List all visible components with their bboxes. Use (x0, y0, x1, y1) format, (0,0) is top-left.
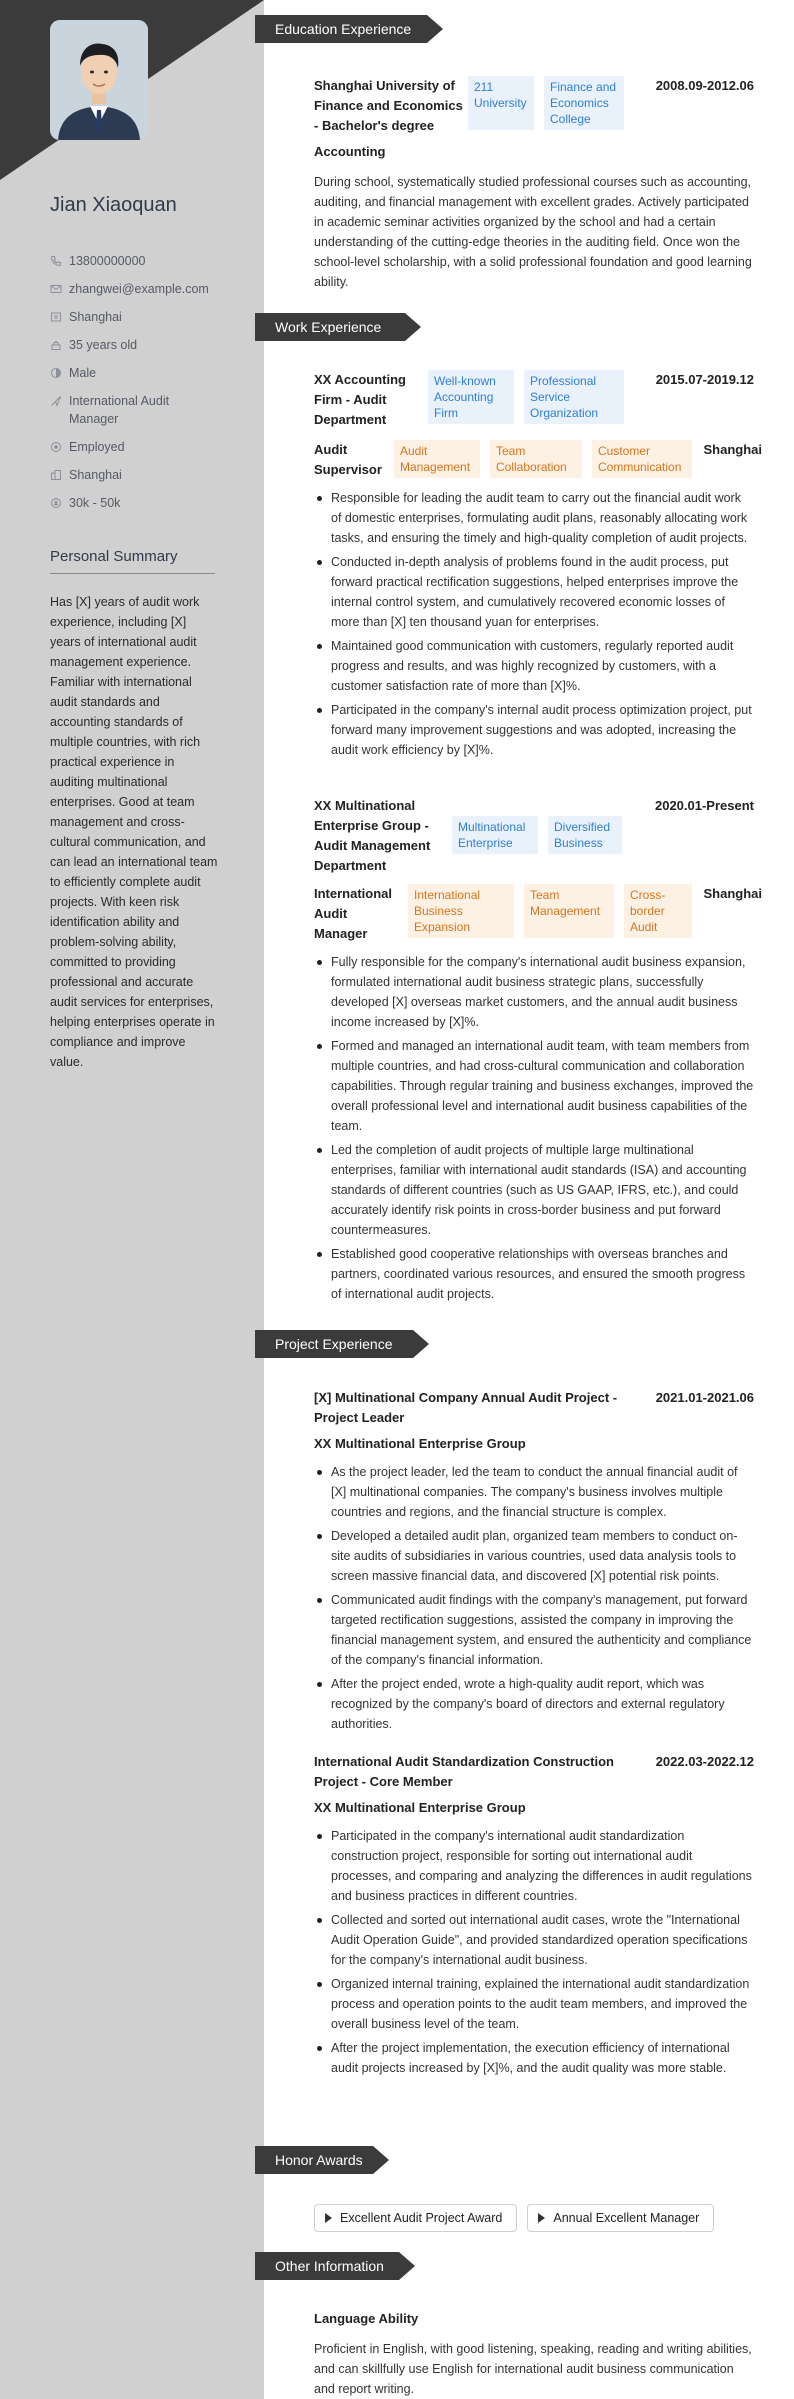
responsibility-item: Conducted in-depth analysis of problems found in the audit process, put forward practical rectification suggestions, helped enterprises improve the internal control system, and cumulatively recovered economic losses of more than [X] ten thousand yuan for enterprises. (314, 552, 754, 632)
contact-text: 30k - 50k (69, 496, 121, 510)
project-task-item: Collected and sorted out international audit cases, wrote the "International Audit Operation Guide", and provided standardized operation specifications for the company's international audit business. (314, 1910, 754, 1970)
responsibility-item: Established good cooperative relationships with overseas branches and partners, coordinated various resources, and ensured the smooth progress of international audit projects. (314, 1244, 754, 1304)
school-name: Shanghai University of Finance and Economics - Bachelor's degree (314, 78, 463, 133)
skill-tag: Team Collaboration (490, 440, 582, 478)
company-tag: Diversified Business (548, 816, 622, 854)
responsibility-item: Led the completion of audit projects of multiple large multinational enterprises, familiar with international audit standards (ISA) and accounting standards of different countries (such as US GAAP, IFRS, etc.), and could accurately identify risk points in cross-border business and put forward countermeasures. (314, 1140, 754, 1240)
honor-award-item (314, 2204, 517, 2232)
gender-icon (50, 367, 62, 379)
section-title: Project Experience (255, 1330, 413, 1358)
project-title: International Audit Standardization Construction Project - Core Member (314, 1754, 614, 1789)
honor-list (314, 2204, 714, 2232)
education-date: 2008.09-2012.06 (655, 78, 754, 93)
other-info-text: Proficient in English, with good listening, speaking, reading and writing abilities, and can skillfully use English for international audit business communication and report writing. (314, 2342, 752, 2396)
candidate-name: Jian Xiaoquan (50, 194, 177, 216)
play-triangle-icon (538, 2213, 545, 2223)
project-task-item: Participated in the company's international audit standardization construction project, responsible for sorting out international audit processes, and comparing and analyzing the differences in audit regulations and business practices in different countries. (314, 1826, 754, 1906)
other-info-title: Language Ability (314, 2311, 419, 2326)
contact-text: zhangwei@example.com (69, 282, 209, 296)
summary-text: Has [X] years of audit work experience, including [X] years of international audit management experience. Familiar with international audit standards and accounting standards of multiple countries, with rich practical experience in auditing multinational enterprises. Good at team management and cross-cultural communication, and can lead an international team to efficiently complete audit projects. With keen risk identification ability and problem-solving ability, committed to providing professional and accurate audit services for enterprises, helping enterprises operate in compliance and improve value. (50, 595, 218, 1069)
contact-location (50, 308, 215, 326)
section-header-arrow (373, 2146, 389, 2174)
education-description: During school, systematically studied professional courses such as accounting, auditing, and financial management with excellent grades. Actively participated in academic seminar activities organized by the school and had a certain understanding of the cutting-edge theories in the auditing field. Once won the school-level scholarship, with a solid professional foundation and good learning ability. (314, 175, 752, 289)
section-header-arrow (399, 2252, 415, 2280)
contact-text: Shanghai (69, 310, 122, 324)
contact-text: 35 years old (69, 338, 138, 352)
avatar (50, 20, 148, 140)
company-tag: Professional Service Organization (524, 370, 624, 424)
responsibility-item: Responsible for leading the audit team to carry out the financial audit work of domestic enterprises, formulating audit plans, reasonably allocating work tasks, and ensuring the timely and high-quality completion of audit projects. (314, 488, 754, 548)
contact-status (50, 438, 215, 456)
play-triangle-icon (325, 2213, 332, 2223)
contact-gender (50, 364, 215, 382)
honor-award-label: Excellent Audit Project Award (340, 2211, 503, 2225)
education-tag: 211 University (468, 76, 534, 130)
contact-phone (50, 252, 215, 270)
responsibility-item: Fully responsible for the company's international audit business expansion, formulated international audit business strategic plans, successfully developed [X] overseas market customers, and the annual audit business income increased by [X]%. (314, 952, 754, 1032)
responsibility-item: Formed and managed an international audit team, with team members from multiple countries, and had cross-cultural communication and collaboration capabilities. Through regular training and business exchanges, improved the overall professional level and international audit business capabilities of the team. (314, 1036, 754, 1136)
work-date: 2020.01-Present (654, 798, 754, 813)
project-task-item: Developed a detailed audit plan, organized team members to conduct on-site audits of subsidiaries in various countries, used data analysis tools to screen massive financial data, and discovered [X] potential risk points. (314, 1526, 754, 1586)
company-name: XX Accounting Firm - Audit Department (314, 372, 406, 427)
project-task-item: Communicated audit findings with the company's management, put forward targeted rectification suggestions, assisted the company in improving the financial management system, and ensured the authenticity and compliance of the company's financial information. (314, 1590, 754, 1670)
contact-list (50, 252, 215, 522)
skill-tag: Audit Management (394, 440, 480, 478)
work-date: 2015.07-2019.12 (655, 372, 754, 387)
project-entry (314, 1752, 754, 2082)
contact-position (50, 392, 215, 428)
other-info-entry (314, 2309, 754, 2399)
salary-icon (50, 497, 62, 509)
age-icon (50, 339, 62, 351)
project-task-item: After the project ended, wrote a high-quality audit report, which was recognized by the company's board of directors and external regulatory authorities. (314, 1674, 754, 1734)
education-entry (314, 76, 754, 292)
section-title: Other Information (255, 2252, 399, 2280)
work-city: Shanghai (703, 886, 762, 901)
responsibility-list (314, 952, 754, 1304)
main-content (264, 0, 794, 2399)
contact-age (50, 336, 215, 354)
project-task-list (314, 1462, 754, 1734)
project-task-list (314, 1826, 754, 2078)
company-tag: Multinational Enterprise (452, 816, 538, 854)
honor-award-label: Annual Excellent Manager (553, 2211, 700, 2225)
contact-text: Employed (69, 440, 125, 454)
position-icon (50, 395, 62, 407)
summary-title: Personal Summary (50, 548, 215, 574)
email-icon (50, 283, 62, 295)
project-date: 2021.01-2021.06 (655, 1390, 754, 1405)
location-icon (50, 311, 62, 323)
contact-text: 13800000000 (69, 254, 146, 268)
sidebar (0, 0, 264, 2399)
section-header-arrow (413, 1330, 429, 1358)
contact-email (50, 280, 215, 298)
responsibility-list (314, 488, 754, 760)
skill-tag: Team Management (524, 884, 614, 938)
contact-text: Male (69, 366, 97, 380)
section-title: Work Experience (255, 313, 405, 341)
project-organization: XX Multinational Enterprise Group (314, 1436, 526, 1451)
skill-tag: International Business Expansion (408, 884, 514, 938)
section-header-arrow (405, 313, 421, 341)
education-major: Accounting (314, 144, 386, 159)
section-header-arrow (427, 15, 443, 43)
company-name: XX Multinational Enterprise Group - Audit Management Department (314, 798, 431, 873)
contact-text: Shanghai (69, 468, 122, 482)
honor-award-item (527, 2204, 714, 2232)
job-title: International Audit Manager (314, 886, 393, 941)
project-date: 2022.03-2022.12 (655, 1754, 754, 1769)
skill-tag: Customer Communication (592, 440, 692, 478)
project-task-item: After the project implementation, the execution efficiency of international audit projects increased by [X]%, and the audit quality was more stable. (314, 2038, 754, 2078)
work-city: Shanghai (703, 442, 762, 457)
responsibility-item: Participated in the company's internal audit process optimization project, put forward many improvement suggestions and was adopted, increasing the audit work efficiency by [X]%. (314, 700, 754, 760)
project-task-item: Organized internal training, explained the international audit standardization process and operation points to the audit team members, and improved the overall business level of the team. (314, 1974, 754, 2034)
phone-icon (50, 255, 62, 267)
work-entry (314, 370, 762, 764)
job-title: Audit Supervisor (314, 442, 382, 477)
responsibility-item: Maintained good communication with customers, regularly reported audit progress and results, and was highly recognized by customers, with a customer satisfaction rate of more than [X]%. (314, 636, 754, 696)
project-task-item: As the project leader, led the team to conduct the annual financial audit of [X] multinational companies. The company's business involves multiple countries and regions, and the financial structure is complex. (314, 1462, 754, 1522)
contact-salary (50, 494, 215, 512)
status-icon (50, 441, 62, 453)
section-title: Honor Awards (255, 2146, 373, 2174)
section-title: Education Experience (255, 15, 427, 43)
city-icon (50, 469, 62, 481)
work-entry (314, 796, 762, 1308)
project-organization: XX Multinational Enterprise Group (314, 1800, 526, 1815)
education-tag: Finance and Economics College (544, 76, 624, 130)
skill-tag: Cross-border Audit (624, 884, 692, 938)
project-title: [X] Multinational Company Annual Audit Project - Project Leader (314, 1390, 618, 1425)
project-entry (314, 1388, 754, 1738)
contact-text: International Audit Manager (69, 394, 170, 426)
contact-city (50, 466, 215, 484)
company-tag: Well-known Accounting Firm (428, 370, 514, 424)
